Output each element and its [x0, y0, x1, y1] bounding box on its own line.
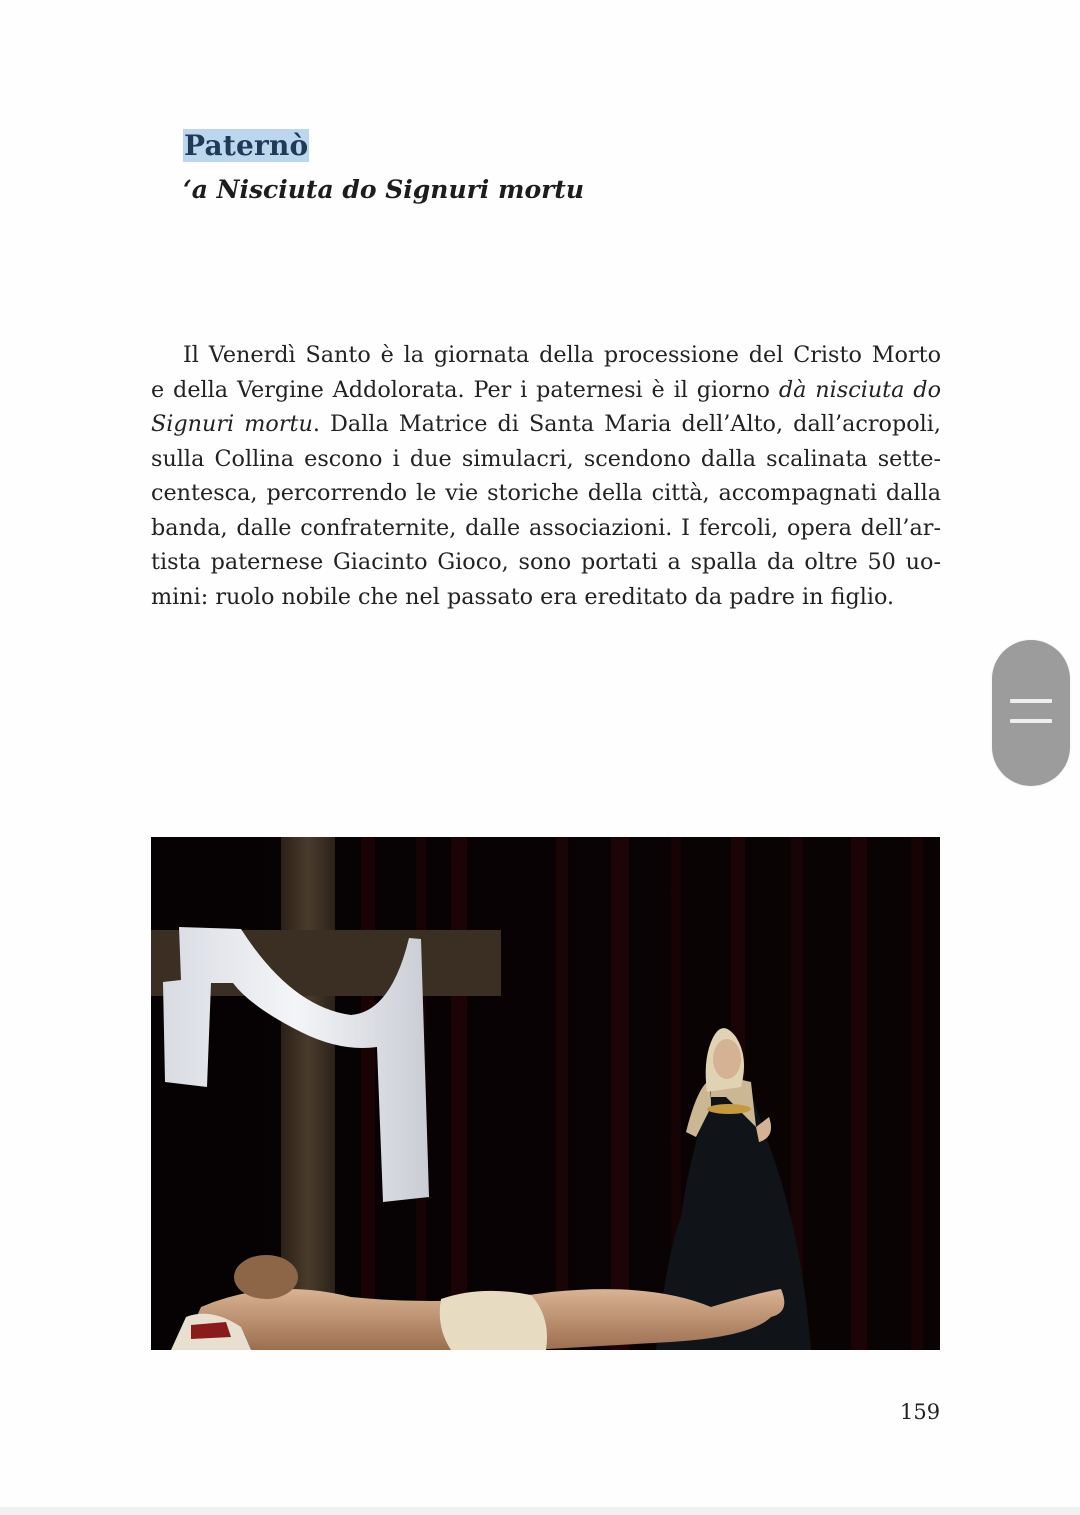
paragraph-line: banda, dalle confraternite, dalle associazioni. I fercoli, opera dell’ar-	[151, 514, 941, 541]
scroll-handle[interactable]	[992, 640, 1070, 786]
page-subtitle: ‘a Nisciuta do Signuri mortu	[183, 175, 585, 204]
procession-photo	[151, 837, 940, 1350]
paragraph-line: Il Venerdì Santo è la giornata della processione del Cristo Morto	[183, 342, 941, 368]
paragraph-line: mini: ruolo nobile che nel passato era ereditato da padre in figlio.	[151, 583, 895, 610]
photo-illustration	[151, 837, 940, 1350]
paragraph-line: tista paternese Giacinto Gioco, sono portati a spalla da oltre 50 uo-	[151, 549, 941, 575]
paragraph-line: e della Vergine Addolorata. Per i paternesi è il giorno dà nisciuta do	[151, 376, 941, 403]
paragraph-line: Signuri mortu. Dalla Matrice di Santa Maria dell’Alto, dall’acropoli,	[151, 411, 941, 437]
paragraph-line: centesca, percorrendo le vie storiche della città, accompagnati dalla	[151, 480, 941, 506]
title-highlight[interactable]: Paternò	[184, 129, 309, 162]
paragraph-line: sulla Collina escono i due simulacri, scendono dalla scalinata sette-	[151, 445, 941, 472]
page-title	[183, 129, 309, 163]
page-number: 159	[900, 1400, 941, 1424]
bottom-edge	[0, 1507, 1080, 1515]
body-paragraph	[151, 338, 941, 614]
